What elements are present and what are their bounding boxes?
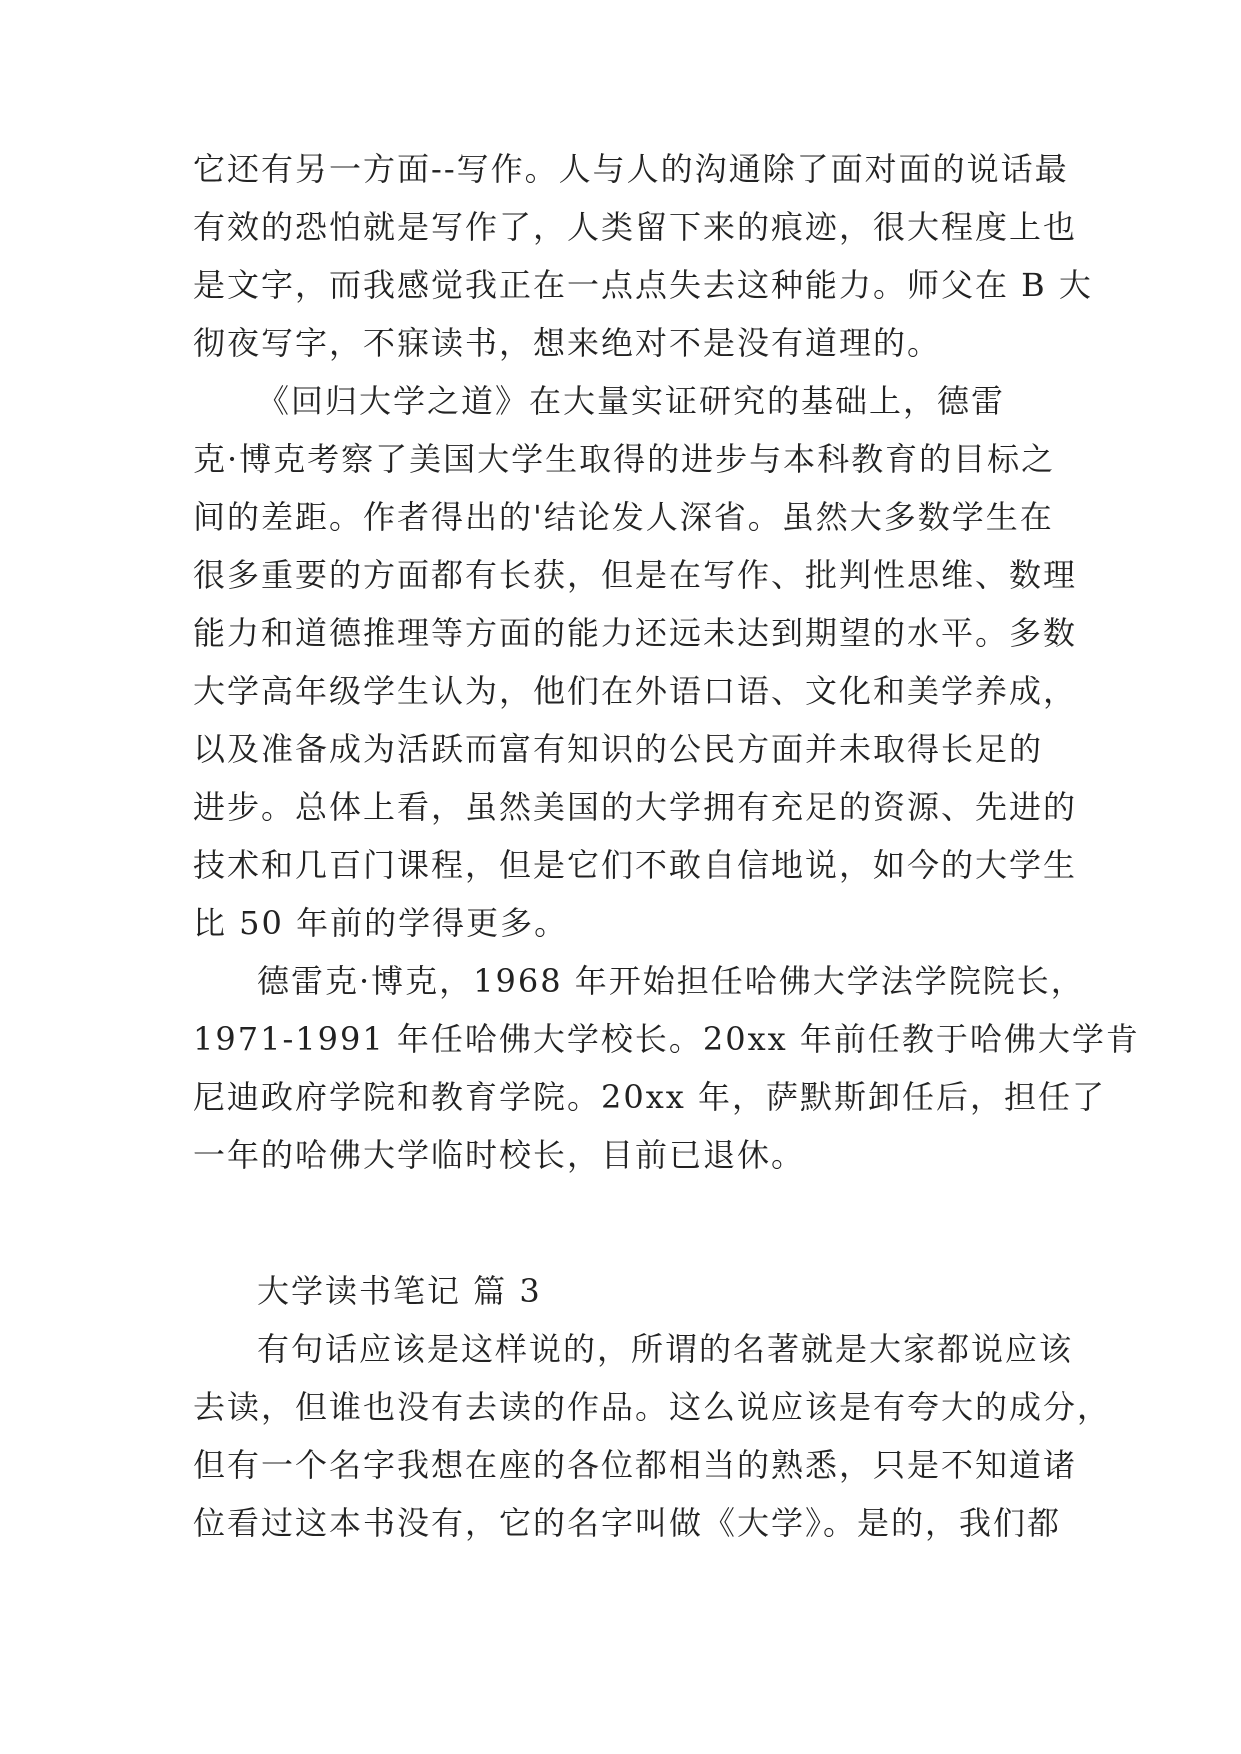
- paragraph-line: 比 50 年前的学得更多。: [193, 904, 569, 942]
- section-heading: 大学读书笔记 篇 3: [257, 1272, 542, 1310]
- paragraph-line: 克·博克考察了美国大学生取得的进步与本科教育的目标之: [193, 440, 1056, 478]
- paragraph-line: 尼迪政府学院和教育学院。20xx 年，萨默斯卸任后，担任了: [193, 1078, 1106, 1116]
- paragraph-line: 位看过这本书没有，它的名字叫做《大学》。是的，我们都: [193, 1504, 1062, 1542]
- paragraph-line: 德雷克·博克，1968 年开始担任哈佛大学法学院院长，: [257, 962, 1085, 1000]
- paragraph-line: 它还有另一方面--写作。人与人的沟通除了面对面的说话最: [193, 150, 1069, 188]
- paragraph-line: 是文字，而我感觉我正在一点点失去这种能力。师父在 B 大: [193, 266, 1093, 304]
- paragraph-2: [193, 372, 1078, 952]
- paragraph-4: [193, 1320, 1112, 1552]
- paragraph-line: 大学高年级学生认为，他们在外语口语、文化和美学养成，: [193, 672, 1078, 710]
- paragraph-line: 1971-1991 年任哈佛大学校长。20xx 年前任教于哈佛大学肯: [193, 1020, 1140, 1058]
- paragraph-line: 有效的恐怕就是写作了，人类留下来的痕迹，很大程度上也: [193, 208, 1078, 246]
- paragraph-line: 以及准备成为活跃而富有知识的公民方面并未取得长足的: [193, 730, 1044, 768]
- paragraph-line: 技术和几百门课程，但是它们不敢自信地说，如今的大学生: [193, 846, 1078, 884]
- paragraph-line: 很多重要的方面都有长获，但是在写作、批判性思维、数理: [193, 556, 1078, 594]
- paragraph-line: 《回归大学之道》在大量实证研究的基础上，德雷: [257, 382, 1006, 420]
- paragraph-line: 一年的哈佛大学临时校长，目前已退休。: [193, 1136, 806, 1174]
- paragraph-1: [193, 140, 1093, 372]
- paragraph-line: 彻夜写字，不寐读书，想来绝对不是没有道理的。: [193, 324, 942, 362]
- paragraph-line: 去读，但谁也没有去读的作品。这么说应该是有夸大的成分，: [193, 1388, 1112, 1426]
- paragraph-line: 能力和道德推理等方面的能力还远未达到期望的水平。多数: [193, 614, 1078, 652]
- paragraph-line: 进步。总体上看，虽然美国的大学拥有充足的资源、先进的: [193, 788, 1078, 826]
- paragraph-line: 但有一个名字我想在座的各位都相当的熟悉，只是不知道诸: [193, 1446, 1078, 1484]
- paragraph-line: 间的差距。作者得出的'结论发人深省。虽然大多数学生在: [193, 498, 1054, 536]
- paragraph-3: [193, 952, 1140, 1184]
- paragraph-line: 有句话应该是这样说的，所谓的名著就是大家都说应该: [257, 1330, 1074, 1368]
